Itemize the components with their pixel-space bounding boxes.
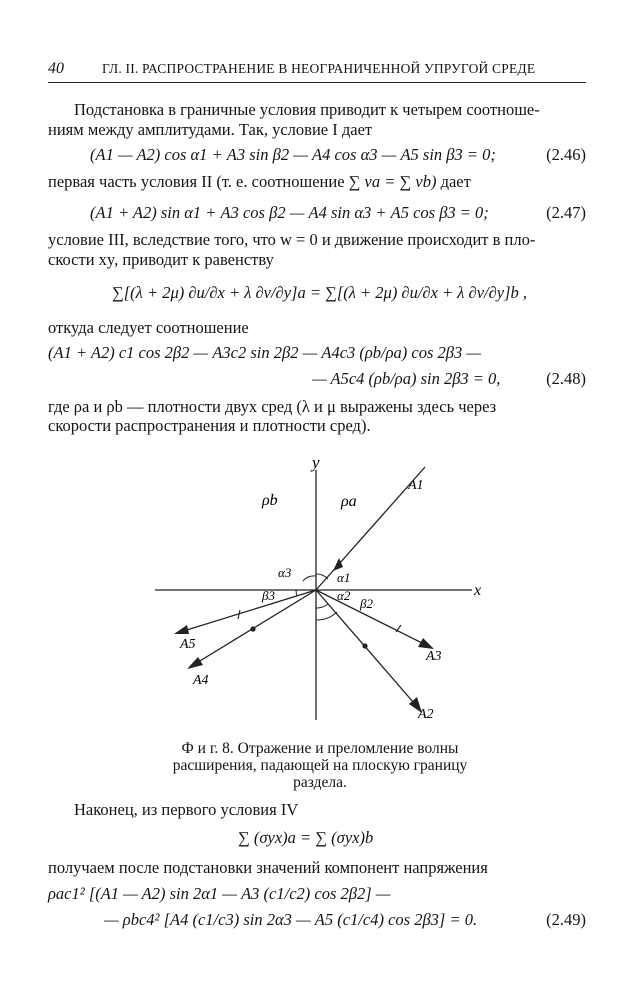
label-beta2: β2 xyxy=(360,596,373,611)
ray-a4-dot xyxy=(250,626,255,631)
figure-caption xyxy=(140,740,500,791)
paragraph-line: условие III, вследствие того, что w = 0 и движение происходит в пло- xyxy=(48,230,536,249)
paragraph-line: Наконец, из первого условия IV xyxy=(74,800,299,819)
label-x: x xyxy=(474,582,482,599)
label-a5: A5 xyxy=(180,637,196,652)
arc-beta2 xyxy=(316,612,337,620)
equation-number: (2.46) xyxy=(546,145,586,164)
equilibrium-equation: ∑[(λ + 2μ) ∂u/∂x + λ ∂v/∂y]a = ∑[(λ + 2μ) ∂u/∂x + λ ∂v/∂y]b , xyxy=(112,283,528,302)
label-alpha1: α1 xyxy=(337,570,351,585)
paragraph-line: ниям между амплитудами. Так, условие I дает xyxy=(48,120,373,139)
arc-alpha2 xyxy=(316,604,328,608)
ray-a3-arrow xyxy=(418,638,434,649)
ray-a5-arrow xyxy=(174,625,189,634)
label-a2: A2 xyxy=(418,707,434,722)
label-beta3: β3 xyxy=(262,588,275,603)
equation-2-49-line2: — ρbc4² [A4 (c1/c3) sin 2α3 — A5 (c1/c4) cos 2β3] = 0. xyxy=(104,910,478,929)
equation-2-49-line1: ρac1² [(A1 — A2) sin 2α1 — A3 (c1/c2) cos 2β2] — xyxy=(48,884,391,903)
label-alpha2: α2 xyxy=(337,588,351,603)
label-a3: A3 xyxy=(426,649,442,664)
equation-2-47: (A1 + A2) sin α1 + A3 cos β2 — A4 sin α3 + A5 cos β3 = 0; xyxy=(90,203,489,222)
stress-equation: ∑ (σyx)a = ∑ (σyx)b xyxy=(238,828,374,847)
paragraph-line xyxy=(48,172,471,192)
equation-2-48-line1: (A1 + A2) c1 cos 2β2 — A3c2 sin 2β2 — A4c3 (ρb/ρa) cos 2β3 — xyxy=(48,343,482,362)
label-a4: A4 xyxy=(193,673,209,688)
paragraph-line: откуда следует соотношение xyxy=(48,318,249,337)
equation-number: (2.47) xyxy=(546,203,586,222)
paragraph-line: Подстановка в граничные условия приводит к четырем соотноше- xyxy=(74,100,540,119)
ray-a2-dot xyxy=(362,643,367,648)
equation-2-48-line2: — A5c4 (ρb/ρa) sin 2β3 = 0, xyxy=(312,369,501,388)
running-title: ГЛ. II. РАСПРОСТРАНЕНИЕ В НЕОГРАНИЧЕННОЙ УПРУГОЙ СРЕДЕ xyxy=(102,61,536,76)
label-y: y xyxy=(312,453,320,472)
caption-line: раздела. xyxy=(293,774,347,791)
inline-formula: ∑ va = ∑ vb) xyxy=(348,172,437,191)
ray-a3 xyxy=(316,590,432,648)
caption-line: расширения, падающей на плоскую границу xyxy=(172,757,468,774)
arc-alpha3 xyxy=(303,576,316,581)
equation-number: (2.48) xyxy=(546,369,586,388)
label-alpha3: α3 xyxy=(278,565,292,580)
equation-number: (2.49) xyxy=(546,910,586,929)
paragraph-line: скорости распространения и плотности сред). xyxy=(48,416,371,435)
header-rule xyxy=(48,82,586,83)
paragraph-line: получаем после подстановки значений компонент напряжения xyxy=(48,858,488,877)
text-fragment: первая часть условия II (т. е. соотношение xyxy=(48,172,345,191)
figure-8-diagram xyxy=(0,450,634,735)
label-rho-b: ρb xyxy=(262,492,278,509)
equation-2-46: (A1 — A2) cos α1 + A3 sin β2 — A4 cos α3 — A5 sin β3 = 0; xyxy=(90,145,496,164)
paragraph-line: скости xy, приводит к равенству xyxy=(48,250,274,269)
page-number: 40 xyxy=(48,60,64,77)
ray-a5 xyxy=(177,590,316,633)
arc-beta3 xyxy=(296,590,297,596)
text-fragment: дает xyxy=(440,172,471,191)
paragraph-line: где ρa и ρb — плотности двух сред (λ и μ выражены здесь через xyxy=(48,397,497,416)
ray-a4-arrow xyxy=(187,657,203,669)
label-rho-a: ρa xyxy=(341,493,357,510)
caption-line: Ф и г. 8. Отражение и преломление волны xyxy=(181,740,459,757)
label-a1: A1 xyxy=(408,478,424,493)
